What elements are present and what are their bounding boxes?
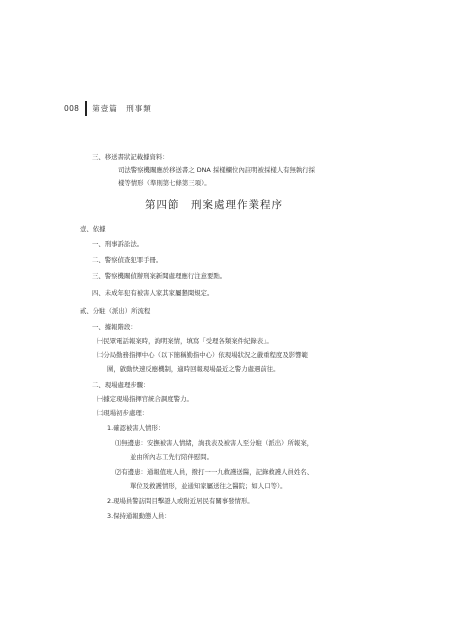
step-1b-line-1: ⑵有邊患：通報值班人員，撥打一一九救護送醫，記錄救護人員姓名、 [115, 468, 314, 476]
section-heading: 第四節 刑案處理作業程序 [145, 199, 283, 211]
sub-one-para-1: ㈠民眾電話報案時，詢明案情，填寫「受理各類案件紀錄表」。 [97, 337, 273, 345]
part-title: 第壹篇 刑事類 [92, 103, 152, 113]
item-three-body-line-1: 司法警察機關應於移送書之 DNA 採樣欄位內註明被採樣人有無執行採 [118, 166, 316, 174]
part-one-title: 壹、依據 [80, 225, 106, 233]
step-3: 3.保持通報動態人員： [107, 512, 171, 520]
step-2: 2.現場員警訪問目擊證人或附近居民有關事發情形。 [107, 497, 254, 505]
part-one-item-3: 三、警察機關偵辦刑案新聞處理應行注意要點。 [92, 272, 227, 280]
sub-two-para-1: ㈠據定現場指揮官統合調度警力。 [97, 395, 193, 403]
sub-two-title: 二、現場處理步驟： [92, 381, 150, 389]
part-one-item-4: 四、未成年犯有被害人家其家屬懇聞規定。 [92, 289, 214, 297]
header-divider [85, 101, 87, 116]
part-two-title: 貳、分駐（派出）所流程 [80, 307, 151, 315]
step-1a-line-1: ⑴無邊患：安撫被害人情緒，詢我表及被害人至分駐（派出）所報案， [115, 439, 314, 447]
item-three-body-line-2: 樣等情形（準則第七條第三項）。 [118, 179, 211, 187]
item-three-title: 三、移送書狀記載據資料： [92, 153, 169, 161]
page-header [64, 100, 152, 116]
part-one-item-1: 一、刑事訴訟法。 [92, 240, 144, 248]
step-1b-line-2: 單位及救護情形，並通知家屬送往之醫院；如人口等）。 [130, 482, 287, 490]
sub-one-para-2-line-1: ㈡分局勤務指揮中心（以下簡稱勤指中心）依現場狀況之嚴重程度及影響範 [97, 351, 308, 359]
page-number: 008 [64, 103, 80, 113]
part-one-item-2: 二、警察偵查犯罪手冊。 [92, 256, 163, 264]
sub-one-para-2-line-2: 圍，啟動快速反應機制，適時回報現場最近之警力處遇前往。 [107, 365, 280, 373]
sub-two-para-2: ㈡現場初步處理： [97, 409, 149, 417]
sub-one-title: 一、據報階段： [92, 323, 137, 331]
step-1-title: 1.確認被害人情形： [107, 424, 165, 432]
step-1a-line-2: 並由所內志工先行陪伴慰問。 [130, 453, 214, 461]
